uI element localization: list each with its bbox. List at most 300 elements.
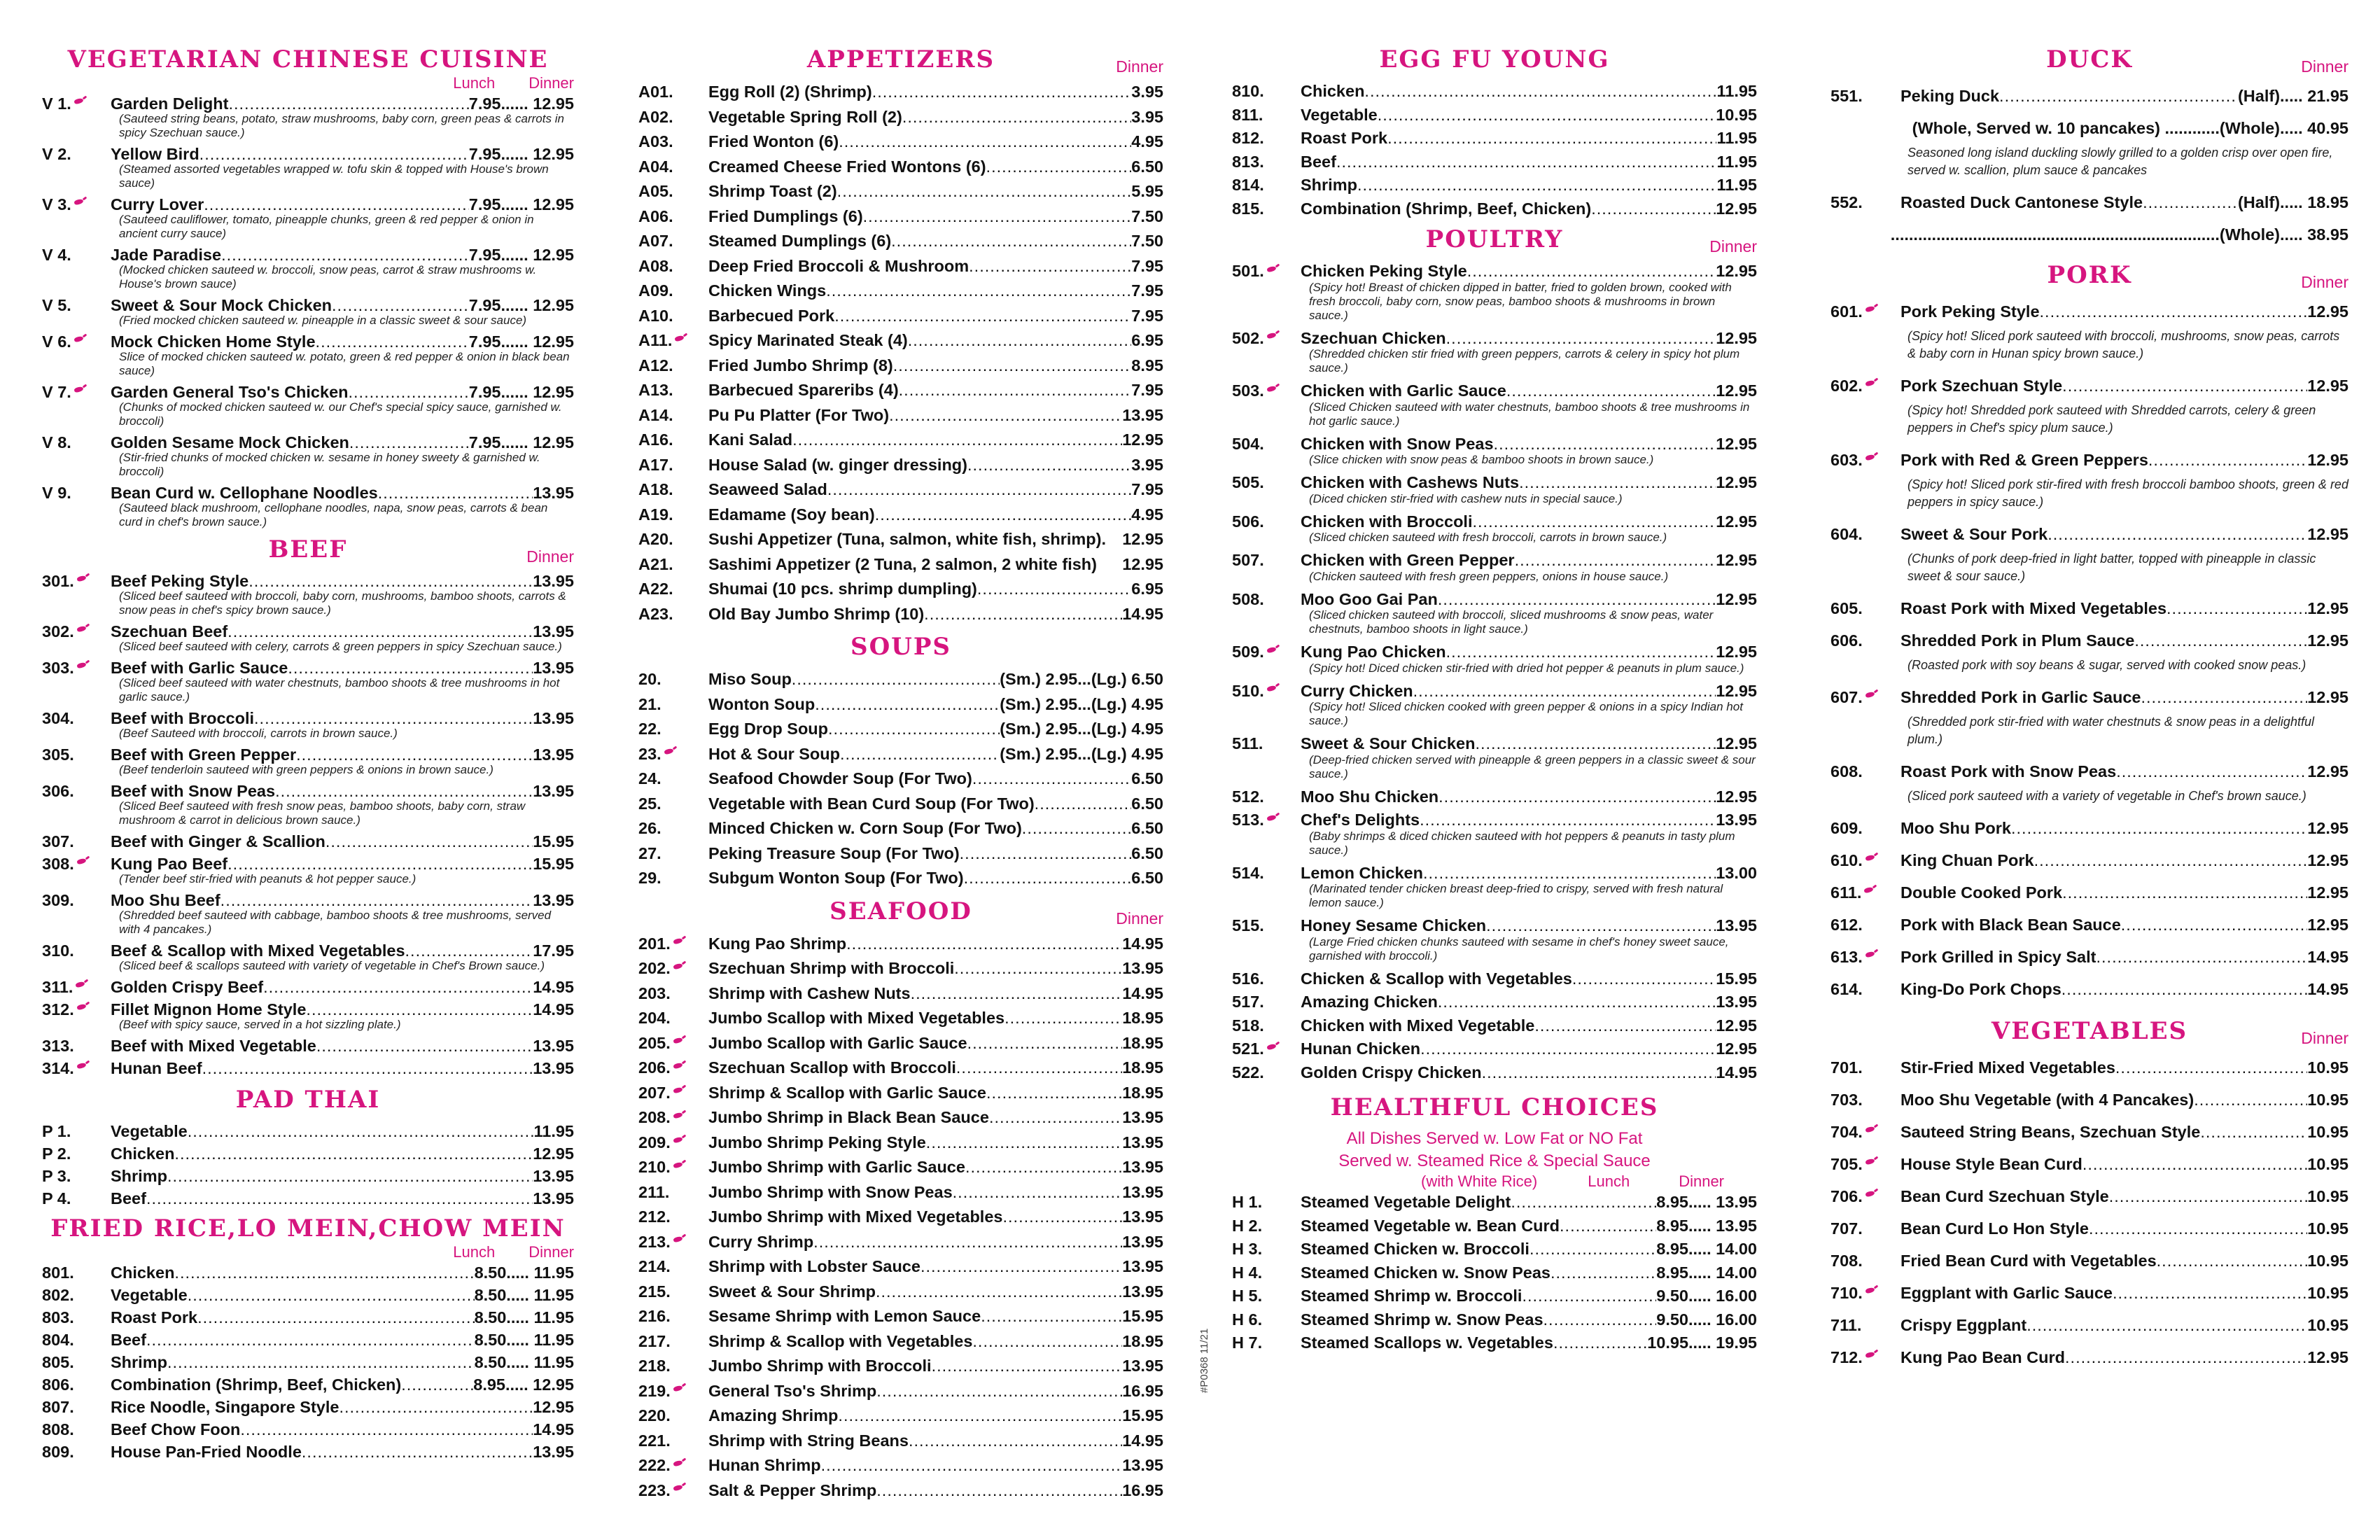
item-code xyxy=(42,143,111,165)
menu-item xyxy=(42,1165,574,1187)
item-code xyxy=(1232,732,1301,756)
item-code-text: 310. xyxy=(42,941,74,960)
menu-item xyxy=(1232,433,1757,468)
hot-pepper-icon xyxy=(1864,951,1879,958)
menu-item xyxy=(1232,260,1757,323)
leader-dots xyxy=(821,1453,1123,1478)
item-price: 9.50..... 16.00 xyxy=(1656,1310,1757,1329)
item-price: 13.95 xyxy=(533,709,574,727)
item-code-text: 809. xyxy=(42,1443,74,1461)
hot-pepper-icon xyxy=(73,386,88,393)
item-code-text: 812. xyxy=(1232,129,1264,147)
menu-item xyxy=(1232,127,1757,150)
item-price: 16.95 xyxy=(1122,1381,1163,1400)
leader-dots xyxy=(969,254,1131,279)
item-price: 13.95 xyxy=(1122,405,1163,424)
item-code xyxy=(638,279,708,304)
leader-dots xyxy=(2034,844,2308,876)
item-name: Pork with Black Bean Sauce xyxy=(1900,916,2121,934)
item-price: 11.95 xyxy=(533,1122,574,1140)
item-code xyxy=(42,853,111,875)
item-code-text: 813. xyxy=(1232,152,1264,171)
item-code xyxy=(1232,1014,1301,1038)
item-name: Spicy Marinated Steak (4) xyxy=(708,331,908,349)
item-description: (Deep-fried chicken served with pineapple & green peppers in a classic sweet & sour sauce.) xyxy=(1309,752,1756,780)
leader-dots xyxy=(956,1056,1122,1081)
menu-item xyxy=(638,527,1163,552)
menu-item xyxy=(638,80,1163,105)
item-code-text: 510. xyxy=(1232,681,1264,700)
menu-column-1 xyxy=(42,43,574,1463)
item-code-text: 508. xyxy=(1232,589,1264,608)
leader-dots xyxy=(1560,1214,1656,1238)
menu-item-row xyxy=(1830,444,2348,476)
item-name: Sweet & Sour Shrimp xyxy=(708,1282,876,1301)
item-name: Shredded Pork in Garlic Sauce xyxy=(1900,688,2141,706)
item-name: Moo Shu Beef xyxy=(111,891,220,909)
leader-dots xyxy=(967,1031,1123,1056)
item-code xyxy=(42,707,111,729)
item-code xyxy=(42,244,111,266)
item-name: Chicken with Broccoli xyxy=(1301,512,1473,531)
menu-item xyxy=(42,92,574,140)
item-code xyxy=(1830,909,1900,941)
leader-dots xyxy=(828,717,1000,742)
menu-item-row xyxy=(638,1478,1163,1504)
leader-dots xyxy=(2157,1245,2308,1277)
hot-pepper-icon xyxy=(1864,1191,1879,1198)
item-name: Double Cooked Pork xyxy=(1900,883,2063,902)
item-price: (Sm.) 2.95...(Lg.) 4.95 xyxy=(1000,720,1163,738)
item-name: Jumbo Shrimp Peking Style xyxy=(708,1133,926,1152)
item-price: 3.95 xyxy=(1131,107,1163,126)
menu-item xyxy=(638,105,1163,130)
item-name: Minced Chicken w. Corn Soup (For Two) xyxy=(708,819,1022,837)
item-price: 14.95 xyxy=(1122,934,1163,953)
leader-dots xyxy=(965,1155,1122,1180)
item-code-text: H 4. xyxy=(1232,1263,1263,1282)
menu-item-row xyxy=(638,1304,1163,1329)
item-name: Pork with Red & Green Peppers xyxy=(1900,451,2148,469)
menu-item-row xyxy=(638,428,1163,453)
leader-dots xyxy=(924,602,1122,627)
lunch-label: Lunch xyxy=(1588,1172,1630,1190)
section-header xyxy=(42,43,574,76)
menu-item-row xyxy=(1232,1061,1757,1085)
item-price: 13.95 xyxy=(533,659,574,677)
hot-pepper-icon xyxy=(1266,266,1281,273)
item-code-text: P 3. xyxy=(42,1167,71,1185)
item-code-text: 603. xyxy=(1830,451,1863,469)
item-price: 12.95 xyxy=(2307,851,2348,869)
item-name: Vegetable Spring Roll (2) xyxy=(708,107,902,126)
item-code-text: P 1. xyxy=(42,1122,71,1140)
leader-dots xyxy=(2143,186,2238,218)
menu-item xyxy=(638,1329,1163,1354)
item-name: Szechuan Beef xyxy=(111,622,228,640)
menu-item xyxy=(42,1057,574,1079)
menu-item-row xyxy=(638,981,1163,1007)
menu-item xyxy=(638,378,1163,403)
menu-item xyxy=(638,692,1163,718)
item-price: 12.95 xyxy=(1122,554,1163,573)
menu-item-row xyxy=(1232,260,1757,284)
item-name: Jumbo Shrimp with Mixed Vegetables xyxy=(708,1208,1003,1226)
item-name: Wonton Soup xyxy=(708,694,816,713)
item-code-text: 219. xyxy=(638,1381,671,1400)
item-code xyxy=(638,956,708,981)
menu-item xyxy=(1232,174,1757,197)
item-code-text: 210. xyxy=(638,1158,671,1176)
item-price: 13.95 xyxy=(1122,1357,1163,1375)
item-name: Curry Shrimp xyxy=(708,1232,814,1251)
item-price: 13.95 xyxy=(1122,1108,1163,1126)
leader-dots xyxy=(2089,1212,2307,1245)
menu-item xyxy=(42,1351,574,1373)
item-code-text: A12. xyxy=(638,356,673,374)
section-header xyxy=(1830,1015,2348,1047)
leader-dots xyxy=(1446,327,1716,351)
item-name: Beef Chow Foon xyxy=(111,1420,241,1438)
item-name: Beef with Garlic Sauce xyxy=(111,659,288,677)
item-code xyxy=(638,428,708,453)
leader-dots xyxy=(1519,471,1716,495)
item-code xyxy=(638,1404,708,1429)
leader-dots xyxy=(834,304,1131,329)
item-code xyxy=(1232,990,1301,1014)
menu-item xyxy=(1830,909,2348,941)
item-name: Steamed Chicken w. Broccoli xyxy=(1301,1240,1530,1258)
item-price: 4.95 xyxy=(1131,505,1163,524)
item-name: Beef xyxy=(111,1189,146,1208)
menu-item xyxy=(638,717,1163,742)
item-code-text: 223. xyxy=(638,1480,671,1499)
item-code-text: 307. xyxy=(42,832,74,850)
menu-item-row xyxy=(638,1453,1163,1478)
menu-item xyxy=(42,939,574,973)
leader-dots xyxy=(146,1187,533,1210)
dinner-label: Dinner xyxy=(2301,1029,2348,1047)
item-price: 10.95 xyxy=(2307,1284,2348,1302)
item-code xyxy=(638,1254,708,1280)
lunch-label: Lunch xyxy=(453,1243,496,1261)
item-code-text: 211. xyxy=(638,1182,670,1201)
item-name: Hunan Shrimp xyxy=(708,1456,821,1474)
menu-item-row xyxy=(1830,592,2348,624)
menu-item xyxy=(1232,640,1757,676)
item-name: House Style Bean Curd xyxy=(1900,1155,2082,1173)
item-description: (Sliced beef sauteed with broccoli, baby corn, mushrooms, bamboo shoots, carrots & snow peas in chef's spicy brown sauce.) xyxy=(119,589,566,617)
menu-item-row xyxy=(638,527,1163,552)
item-code-text: 811. xyxy=(1232,105,1264,124)
item-description: (Mocked chicken sauteed w. broccoli, snow peas, carrot & straw mushrooms w. House's brown sauce) xyxy=(119,263,537,290)
item-code xyxy=(42,1396,111,1418)
menu-item-row xyxy=(1232,785,1757,809)
item-price: 10.95 xyxy=(2307,1187,2348,1205)
menu-item xyxy=(638,816,1163,841)
item-code xyxy=(42,889,111,911)
menu-item xyxy=(638,354,1163,379)
item-price: 8.50..... 11.95 xyxy=(474,1286,574,1304)
hot-pepper-icon xyxy=(73,336,88,343)
menu-section xyxy=(42,1212,574,1463)
leader-dots xyxy=(840,742,1000,767)
hot-pepper-icon xyxy=(1266,386,1281,393)
item-price: 13.95 xyxy=(1122,959,1163,977)
item-price: 13.95 xyxy=(1122,1456,1163,1474)
menu-item-row xyxy=(1232,80,1757,104)
item-name: Egg Roll (2) (Shrimp) xyxy=(708,83,872,101)
item-name: Fillet Mignon Home Style xyxy=(111,1000,307,1018)
hot-pepper-icon xyxy=(1266,647,1281,654)
section-header xyxy=(42,1084,574,1116)
lunch-label: Lunch xyxy=(453,74,496,92)
item-code-text: 313. xyxy=(42,1037,74,1055)
item-code xyxy=(42,1306,111,1329)
item-code xyxy=(1830,1245,1900,1277)
item-code xyxy=(42,998,111,1021)
item-code-text: A05. xyxy=(638,182,673,200)
item-code-text: A19. xyxy=(638,505,673,524)
menu-item xyxy=(1830,80,2348,179)
menu-item xyxy=(1232,379,1757,428)
item-code xyxy=(1830,1212,1900,1245)
leader-dots xyxy=(2113,1277,2307,1309)
item-description: (Spicy hot! Breast of chicken dipped in batter, fried to golden brown, cooked with fresh broccoli, baby corn, snow peas, bamboo shoots & mushrooms in brown sauce.) xyxy=(1309,280,1732,322)
item-code-text: A06. xyxy=(638,206,673,225)
hot-pepper-icon xyxy=(672,1236,687,1243)
item-price: 12.95 xyxy=(1716,551,1757,569)
with-rice-label: (with White Rice) xyxy=(1421,1172,1538,1190)
item-name: Rice Noodle, Singapore Style xyxy=(111,1398,340,1416)
hot-pepper-icon xyxy=(1864,692,1879,699)
item-code-text: 213. xyxy=(638,1232,671,1251)
menu-item-row xyxy=(638,552,1163,578)
item-code xyxy=(1232,510,1301,534)
leader-dots xyxy=(1413,680,1716,704)
item-code-text: A02. xyxy=(638,107,673,126)
menu-item-row xyxy=(638,1130,1163,1156)
item-description: (Diced chicken stir-fried with cashew nuts in special sauce.) xyxy=(1309,491,1623,505)
menu-item xyxy=(42,482,574,529)
menu-item xyxy=(1232,990,1757,1014)
item-code-text: A21. xyxy=(638,554,673,573)
item-price: 10.95 xyxy=(1716,105,1757,124)
item-price: 12.95 xyxy=(2307,1348,2348,1366)
hot-pepper-icon xyxy=(1266,815,1281,822)
dinner-label: Dinner xyxy=(526,547,574,566)
item-code-text: A11. xyxy=(638,331,673,349)
menu-item xyxy=(1830,1277,2348,1309)
leader-dots xyxy=(2026,1309,2307,1341)
menu-item-row xyxy=(1830,1277,2348,1309)
item-name: Chicken with Snow Peas xyxy=(1301,434,1494,453)
item-description: (Sliced pork sauteed with a variety of vegetable in Chef's brown sauce.) xyxy=(1907,789,2306,803)
menu-item xyxy=(638,1404,1163,1429)
item-price: 13.95 xyxy=(1716,916,1757,934)
menu-item-row xyxy=(638,742,1163,767)
item-name: Kung Pao Bean Curd xyxy=(1900,1348,2066,1366)
menu-item-row xyxy=(638,254,1163,279)
item-description: (Spicy hot! Sliced pork sauteed with broccoli, mushrooms, snow peas, carrots & baby corn in Hunan spicy brown sauce.) xyxy=(1907,329,2340,360)
item-name: Roasted Duck Cantonese Style xyxy=(1900,193,2143,211)
menu-item-row xyxy=(1232,1238,1757,1261)
item-code xyxy=(42,1284,111,1306)
dinner-label: Dinner xyxy=(1679,1172,1725,1190)
menu-item-row xyxy=(638,602,1163,627)
item-code-text: 303. xyxy=(42,659,74,677)
menu-item xyxy=(638,792,1163,817)
item-code xyxy=(1232,327,1301,351)
item-description: (Spicy hot! Diced chicken stir-fried with dried hot pepper & peanuts in plum sauce.) xyxy=(1309,661,1744,675)
item-price: 4.95 xyxy=(1131,132,1163,150)
item-name: Chicken xyxy=(111,1144,175,1163)
menu-item-row xyxy=(638,1404,1163,1429)
item-name: Combination (Shrimp, Beef, Chicken) xyxy=(111,1376,402,1394)
item-name: Hunan Chicken xyxy=(1301,1040,1421,1058)
leader-dots xyxy=(876,1478,1122,1504)
menu-item xyxy=(1830,1084,2348,1116)
menu-item-row xyxy=(1830,1116,2348,1148)
item-code-text: V 7. xyxy=(42,383,71,401)
item-price: 12.95 xyxy=(2307,599,2348,617)
item-name: Jumbo Shrimp with Broccoli xyxy=(708,1357,932,1375)
leader-dots xyxy=(1475,732,1716,756)
menu-item-row xyxy=(638,1354,1163,1379)
item-code xyxy=(42,1441,111,1463)
leader-dots xyxy=(1420,808,1716,832)
item-code xyxy=(1232,1308,1301,1332)
item-code-text: V 4. xyxy=(42,246,71,264)
item-name: Chicken xyxy=(1301,82,1365,100)
leader-dots xyxy=(932,1354,1123,1379)
item-code-text: 507. xyxy=(1232,551,1264,569)
item-code-text: 801. xyxy=(42,1264,74,1282)
menu-item xyxy=(1830,1116,2348,1148)
leader-dots xyxy=(792,428,1122,453)
item-code xyxy=(638,403,708,428)
hot-pepper-icon xyxy=(672,1087,687,1094)
dinner-label: Dinner xyxy=(528,74,574,92)
hot-pepper-icon xyxy=(663,748,678,755)
item-code-text: 304. xyxy=(42,709,74,727)
item-name: Vegetable xyxy=(111,1286,188,1304)
item-code-text: 205. xyxy=(638,1033,671,1052)
menu-item-row xyxy=(42,1373,574,1396)
menu-item-row xyxy=(638,477,1163,503)
item-name: Combination (Shrimp, Beef, Chicken) xyxy=(1301,199,1592,218)
item-price: 12.95 xyxy=(2307,819,2348,837)
menu-item-row xyxy=(1830,370,2348,402)
menu-item xyxy=(1232,1308,1757,1332)
menu-item-row xyxy=(1232,1014,1757,1038)
menu-item xyxy=(1232,1191,1757,1214)
item-code-text: A01. xyxy=(638,83,673,101)
section-note: All Dishes Served w. Low Fat or NO Fat xyxy=(1346,1129,1643,1148)
menu-item-row xyxy=(42,1396,574,1418)
item-code-text: 513. xyxy=(1232,811,1264,829)
item-name: Shumai (10 pcs. shrimp dumpling) xyxy=(708,580,977,598)
item-name: Shrimp xyxy=(111,1167,167,1185)
item-code-text: 609. xyxy=(1830,819,1863,837)
item-name: Fried Wonton (6) xyxy=(708,132,839,150)
menu-item-row xyxy=(1232,1191,1757,1214)
hot-pepper-icon xyxy=(672,963,687,970)
item-code xyxy=(42,1187,111,1210)
menu-item-row xyxy=(638,792,1163,817)
item-code xyxy=(638,1180,708,1205)
menu-item xyxy=(638,956,1163,981)
item-code-text: H 7. xyxy=(1232,1334,1263,1352)
menu-item xyxy=(1232,967,1757,991)
item-code xyxy=(638,477,708,503)
item-code xyxy=(1830,624,1900,657)
item-price: 7.95 xyxy=(1131,381,1163,399)
price-column-header xyxy=(42,1243,574,1261)
section-title: FRIED RICE,LO MEIN,CHOW MEIN xyxy=(50,1214,566,1242)
item-price: 18.95 xyxy=(1122,1083,1163,1102)
menu-item-row xyxy=(1830,518,2348,550)
item-code-text: 511. xyxy=(1232,734,1264,752)
item-code-text: 605. xyxy=(1830,599,1863,617)
item-price: 7.95 xyxy=(1131,306,1163,325)
item-price: 7.95...... 12.95 xyxy=(468,332,574,351)
item-price: 13.95 xyxy=(533,891,574,909)
menu-item-row xyxy=(1232,1214,1757,1238)
menu-item-row xyxy=(638,155,1163,180)
leader-dots xyxy=(1550,1261,1656,1285)
item-code xyxy=(42,657,111,679)
leader-dots xyxy=(876,1379,1122,1404)
menu-item xyxy=(638,602,1163,627)
item-price: 12.95 xyxy=(1716,589,1757,608)
item-name: Steamed Vegetable Delight xyxy=(1301,1193,1511,1211)
menu-item xyxy=(42,193,574,241)
item-code-text: 215. xyxy=(638,1282,671,1301)
leader-dots xyxy=(972,766,1131,792)
item-price: 10.95..... 19.95 xyxy=(1647,1334,1757,1352)
item-code-text: 501. xyxy=(1232,262,1264,280)
item-description: (Sauteed string beans, potato, straw mushrooms, baby corn, green peas & carrots in spicy Szechuan sauce.) xyxy=(119,112,564,139)
menu-item xyxy=(1830,1051,2348,1084)
menu-section xyxy=(42,533,574,1079)
menu-item-row xyxy=(638,667,1163,692)
item-price: 10.95 xyxy=(2307,1123,2348,1141)
item-code xyxy=(638,503,708,528)
item-name: Moo Shu Vegetable (with 4 Pancakes) xyxy=(1900,1091,2194,1109)
item-price: 12.95 xyxy=(1122,530,1163,548)
item-code xyxy=(42,780,111,802)
item-code-text: 707. xyxy=(1830,1219,1863,1238)
item-code-text: 710. xyxy=(1830,1284,1863,1302)
menu-item xyxy=(42,889,574,937)
item-code-text: V 2. xyxy=(42,145,71,163)
hot-pepper-icon xyxy=(1863,887,1878,894)
menu-item xyxy=(1232,914,1757,963)
leader-dots xyxy=(2047,518,2307,550)
item-name: Roast Pork xyxy=(1301,129,1388,147)
item-code-text: 26. xyxy=(638,819,662,837)
menu-item-row xyxy=(1232,327,1757,351)
leader-dots xyxy=(1378,104,1716,127)
menu-item-row xyxy=(1830,1084,2348,1116)
item-code xyxy=(1232,127,1301,150)
item-code-text: 608. xyxy=(1830,762,1863,780)
leader-dots xyxy=(263,976,533,998)
item-code-text: 706. xyxy=(1830,1187,1863,1205)
item-price: 12.95 xyxy=(1716,643,1757,661)
item-price: 6.50 xyxy=(1131,819,1163,837)
